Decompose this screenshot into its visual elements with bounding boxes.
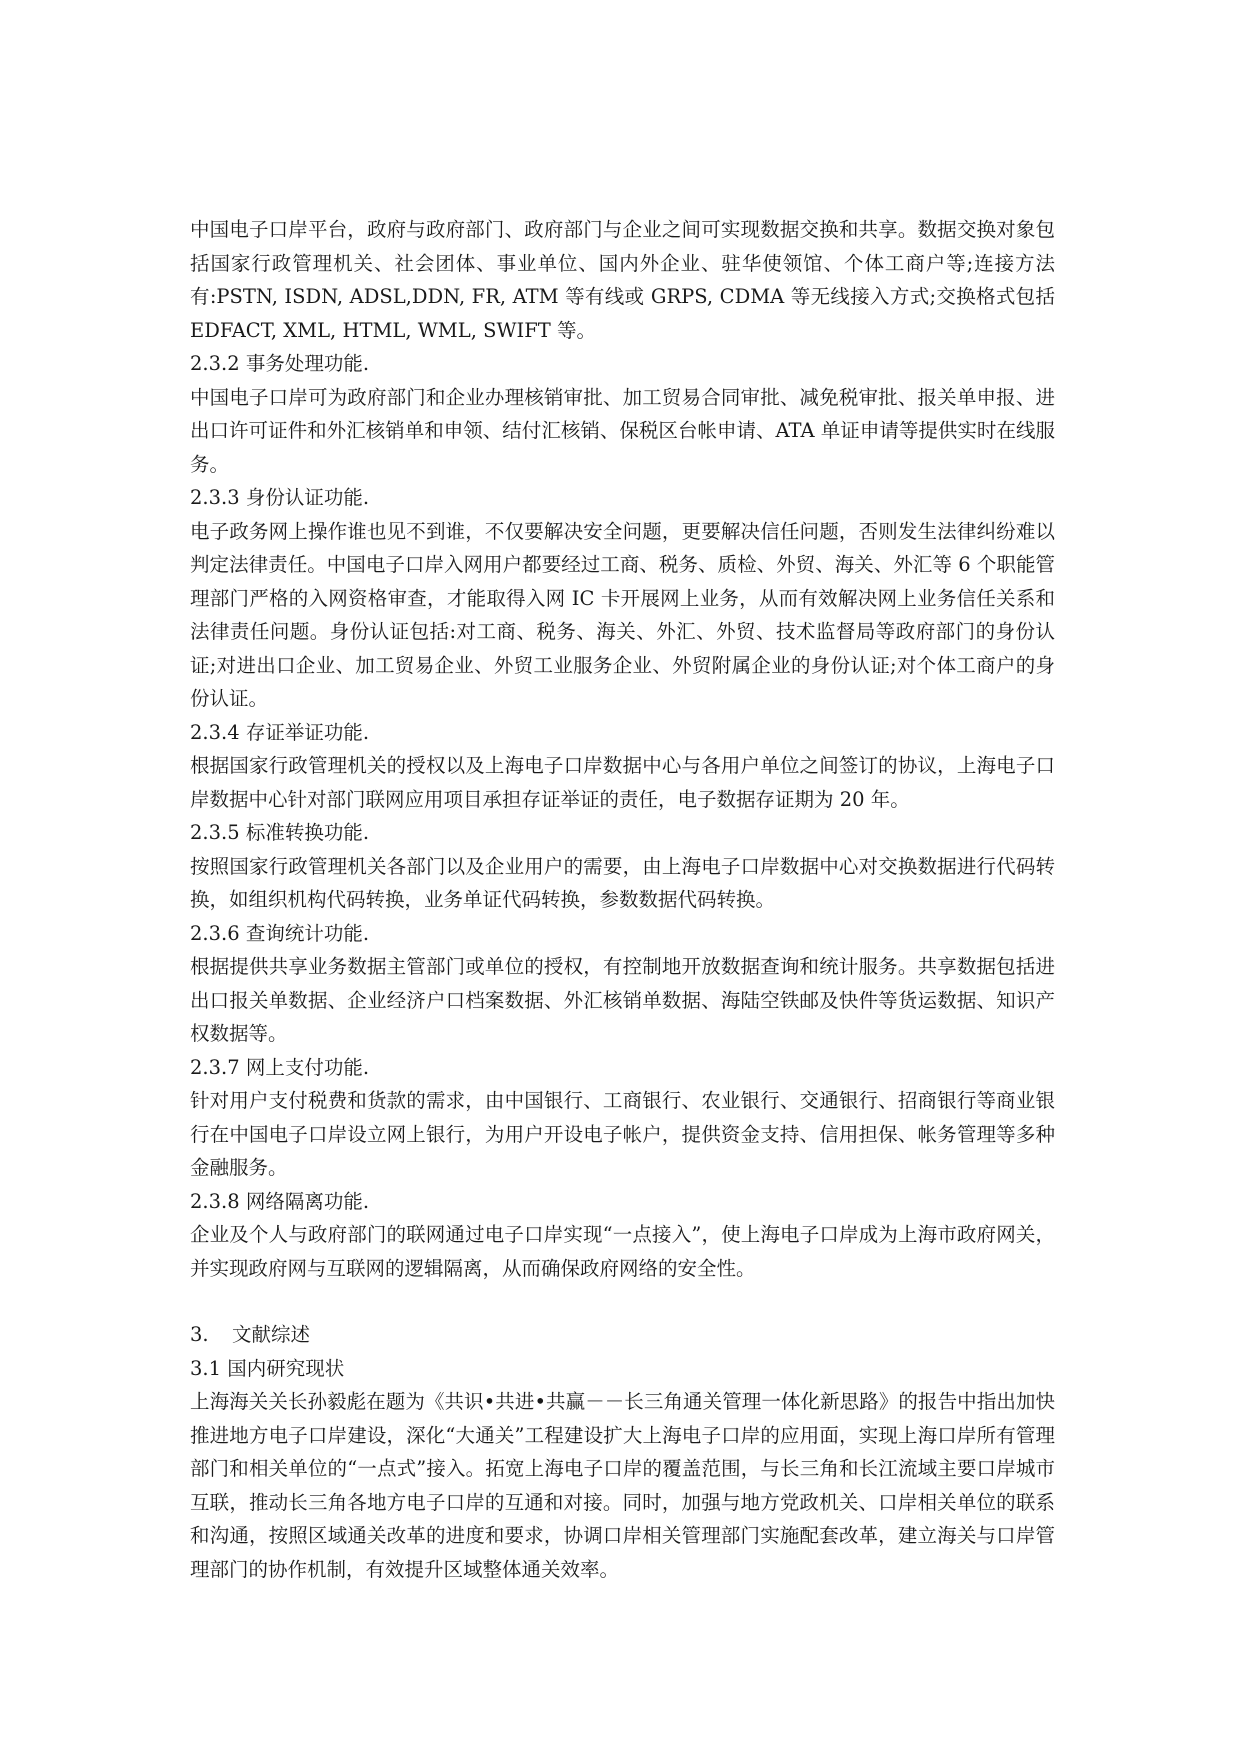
section-title: 文献综述	[232, 1323, 311, 1346]
subsection-heading: 3.1 国内研究现状	[190, 1356, 345, 1380]
subsection-heading: 2.3.5 标准转换功能.	[190, 821, 370, 844]
subsection-heading: 2.3.4 存证举证功能.	[190, 720, 370, 744]
body-paragraph: 电子政务网上操作谁也见不到谁，不仅要解决安全问题，更要解决信任问题，否则发生法律纠纷难以判定法律责任。中国电子口岸入网用户都要经过工商、税务、质检、外贸、海关、外汇等 6 个职能管理部门严格的入网资格审查，才能取得入网 IC 卡开展网上业务，从而有效解决网上业务信任关系和法律责任问题。身份认证包括:对工商、税务、海关、外汇、外贸、技术监督局等政府部门的身份认证;对进出口企业、加工贸易企业、外贸工业服务企业、外贸附属企业的身份认证;对个体工商户的身份认证。	[190, 519, 1055, 710]
body-paragraph: 中国电子口岸平台，政府与政府部门、政府部门与企业之间可实现数据交换和共享。数据交换对象包括国家行政管理机关、社会团体、事业单位、国内外企业、驻华使领馆、个体工商户等;连接方法有:PSTN, ISDN, ADSL,DDN, FR, ATM 等有线或 GRPS, CDMA 等无线接入方式;交换格式包括 EDFACT, XML, HTML, WML, SWIFT 等。	[190, 218, 1055, 342]
body-paragraph: 按照国家行政管理机关各部门以及企业用户的需要，由上海电子口岸数据中心对交换数据进行代码转换，如组织机构代码转换，业务单证代码转换，参数数据代码转换。	[190, 854, 1055, 911]
body-paragraph: 根据提供共享业务数据主管部门或单位的授权，有控制地开放数据查询和统计服务。共享数据包括进出口报关单数据、企业经济户口档案数据、外汇核销单数据、海陆空铁邮及快件等货运数据、知识产权数据等。	[190, 955, 1055, 1045]
subsection-heading: 2.3.6 查询统计功能.	[190, 921, 370, 945]
subsection-heading: 2.3.7 网上支付功能.	[190, 1055, 370, 1079]
body-paragraph: 企业及个人与政府部门的联网通过电子口岸实现“一点接入”，使上海电子口岸成为上海市政府网关，并实现政府网与互联网的逻辑隔离，从而确保政府网络的安全性。	[190, 1223, 1055, 1280]
section-heading	[190, 1318, 1055, 1352]
section-spacer	[190, 1285, 1055, 1318]
subsection-heading: 2.3.3 身份认证功能.	[190, 486, 370, 509]
subsection-heading: 2.3.2 事务处理功能.	[190, 352, 370, 375]
subsection-heading: 2.3.8 网络隔离功能.	[190, 1189, 370, 1213]
body-paragraph: 根据国家行政管理机关的授权以及上海电子口岸数据中心与各用户单位之间签订的协议，上海电子口岸数据中心针对部门联网应用项目承担存证举证的责任，电子数据存证期为 20 年。	[190, 754, 1055, 811]
document-body	[190, 213, 1055, 1586]
body-paragraph: 中国电子口岸可为政府部门和企业办理核销审批、加工贸易合同审批、减免税审批、报关单申报、进出口许可证件和外汇核销单和申领、结付汇核销、保税区台帐申请、ATA 单证申请等提供实时在线服务。	[190, 385, 1055, 476]
body-paragraph: 针对用户支付税费和货款的需求，由中国银行、工商银行、农业银行、交通银行、招商银行等商业银行在中国电子口岸设立网上银行，为用户开设电子帐户，提供资金支持、信用担保、帐务管理等多种金融服务。	[190, 1089, 1055, 1179]
body-paragraph: 上海海关关长孙毅彪在题为《共识•共进•共赢－－长三角通关管理一体化新思路》的报告中指出加快推进地方电子口岸建设，深化“大通关”工程建设扩大上海电子口岸的应用面，实现上海口岸所有管理部门和相关单位的“一点式”接入。拓宽上海电子口岸的覆盖范围，与长三角和长江流域主要口岸城市互联，推动长三角各地方电子口岸的互通和对接。同时，加强与地方党政机关、口岸相关单位的联系和沟通，按照区域通关改革的进度和要求，协调口岸相关管理部门实施配套改革，建立海关与口岸管理部门的协作机制，有效提升区域整体通关效率。	[190, 1390, 1055, 1581]
section-number: 3.	[190, 1323, 209, 1346]
